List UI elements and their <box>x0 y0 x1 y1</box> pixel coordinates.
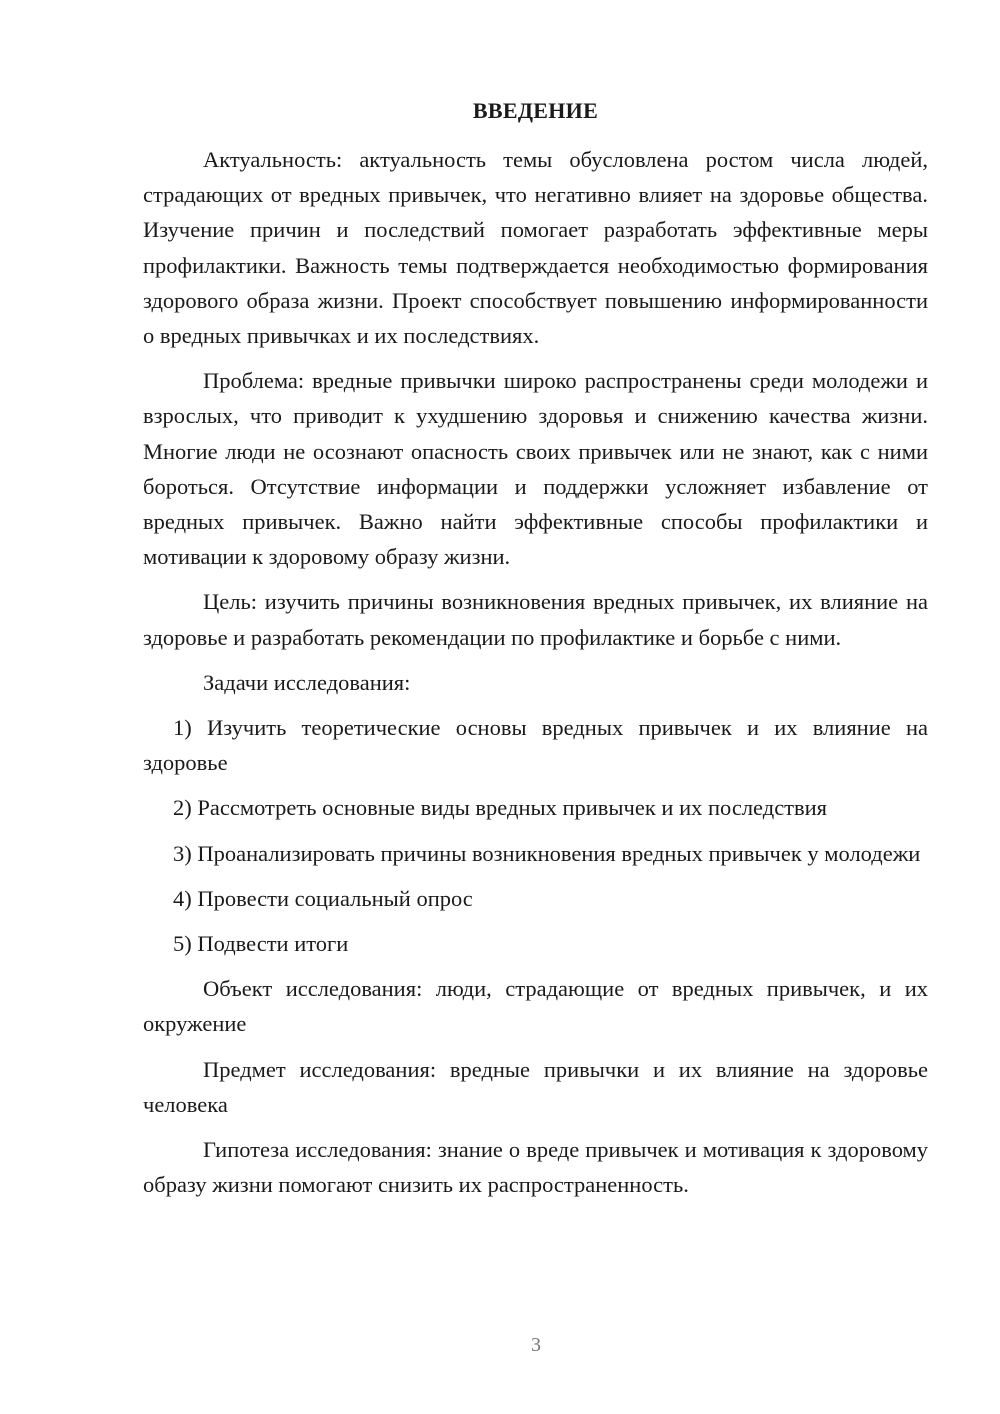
paragraph-goal: Цель: изучить причины возникновения вредных привычек, их влияние на здоровье и разработать рекомендации по профилактике и борьбе с ними. <box>143 589 928 650</box>
page-number: 3 <box>531 1334 541 1356</box>
paragraph-hypothesis: Гипотеза исследования: знание о вреде привычек и мотивация к здоровому образу жизни помогают снизить их распространенность. <box>143 1137 928 1198</box>
paragraph-object: Объект исследования: люди, страдающие от вредных привычек, и их окружение <box>143 976 928 1037</box>
document-body <box>143 142 928 1212</box>
task-item-4: 4) Провести социальный опрос <box>173 885 473 911</box>
paragraph-problem: Проблема: вредные привычки широко распространены среди молодежи и взрослых, что приводит к ухудшению здоровья и снижению качества жизни. Многие люди не осознают опасность своих привычек или не знают, как с ними бороться. Отсутствие информации и поддержки усложняет избавление от вредных привычек. Важно найти эффективные способы профилактики и мотивации к здоровому образу жизни. <box>143 368 928 570</box>
task-item-3: 3) Проанализировать причины возникновения вредных привычек у молодежи <box>173 840 921 866</box>
task-item-5: 5) Подвести итоги <box>173 931 349 957</box>
tasks-heading: Задачи исследования: <box>203 669 411 695</box>
task-item-2: 2) Рассмотреть основные виды вредных привычек и их последствия <box>173 795 828 821</box>
page-title: ВВЕДЕНИЕ <box>472 98 599 123</box>
task-item-1: 1) Изучить теоретические основы вредных привычек и их влияние на здоровье <box>143 715 928 776</box>
paragraph-subject: Предмет исследования: вредные привычки и их влияние на здоровье человека <box>143 1056 928 1117</box>
paragraph-relevance: Актуальность: актуальность темы обусловлена ростом числа людей, страдающих от вредных привычек, что негативно влияет на здоровье общества. Изучение причин и последствий помогает разработать эффективные меры профилактики. Важность темы подтверждается необходимостью формирования здорового образа жизни. Проект способствует повышению информированности о вредных привычках и их последствиях. <box>143 147 928 349</box>
